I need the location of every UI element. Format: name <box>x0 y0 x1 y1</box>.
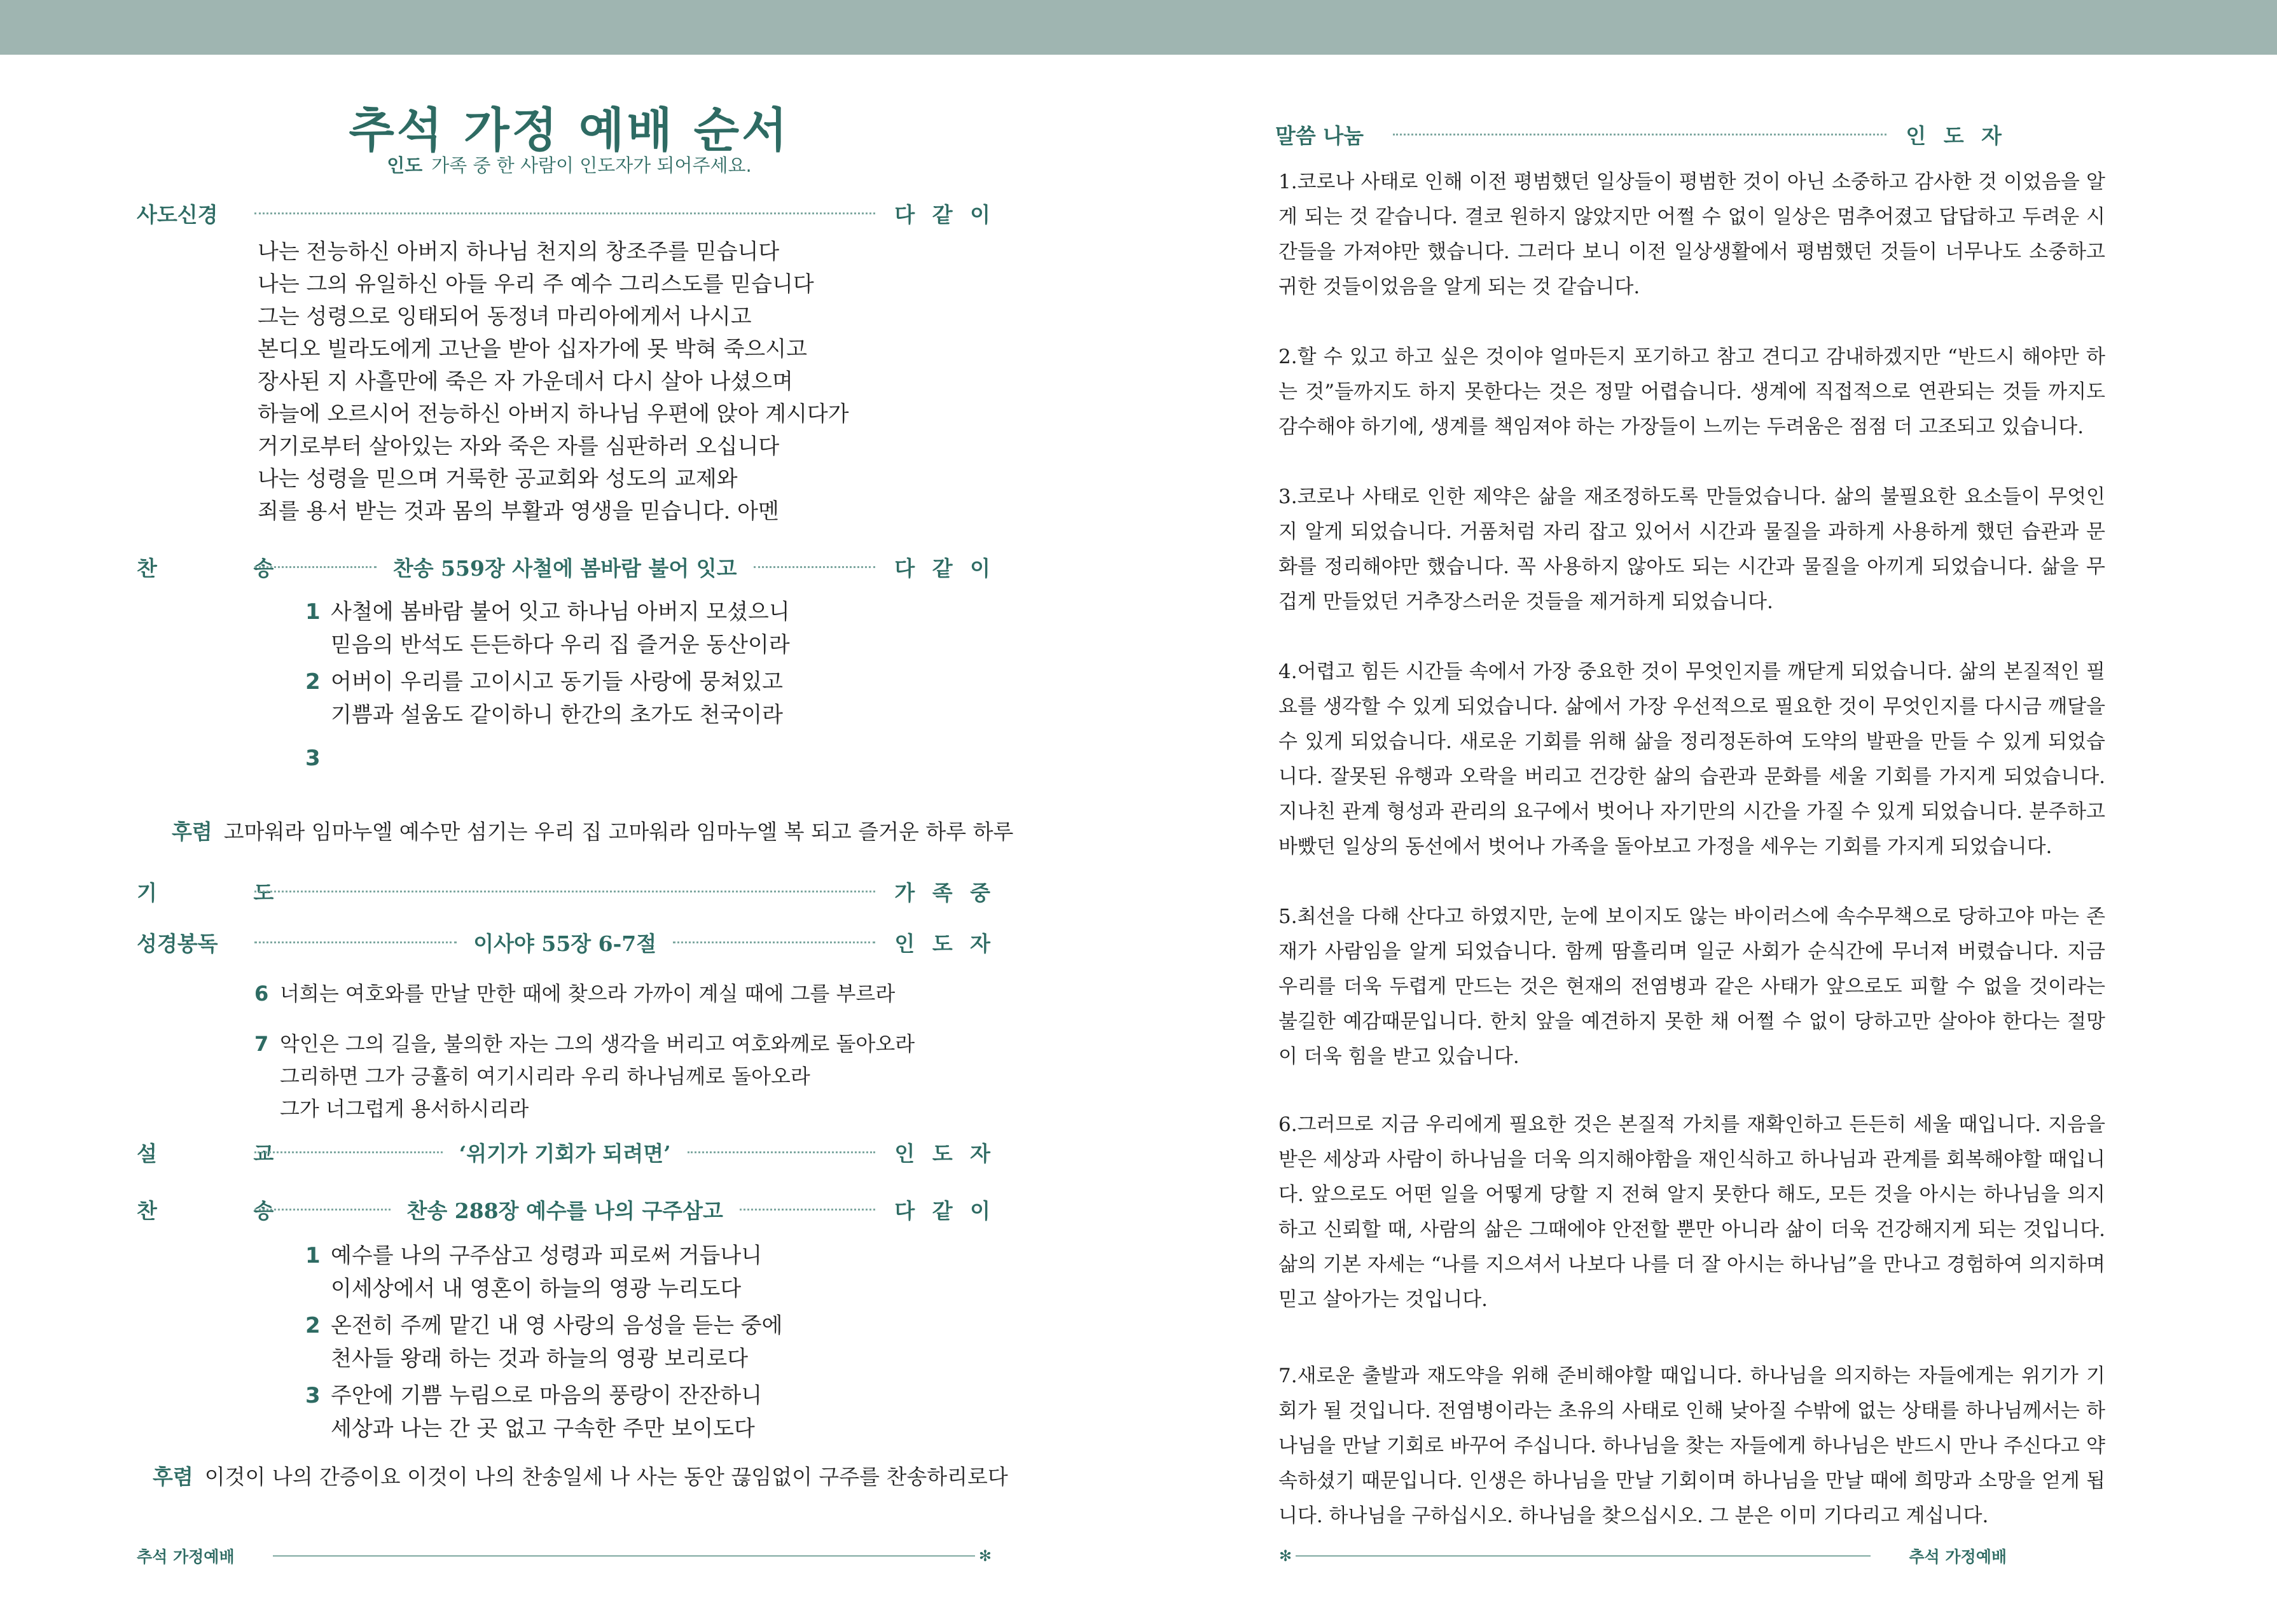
hymn1-header <box>137 551 995 583</box>
sharing-leader: 인 도 자 <box>1906 123 2007 148</box>
verse-number: 3 <box>305 746 321 771</box>
chorus-label: 후렴 <box>153 1464 193 1489</box>
hymn1-label: 찬 송 <box>137 555 319 581</box>
sharing-paragraph-7: 7.새로운 출발과 재도약을 위해 준비해야할 때입니다. 하나님을 의지하는 자들에게는 위기가 기회가 될 것입니다. 전염병이라는 초유의 사태로 인해 낮아질 수밖에 없는 상태를 하나님께서는 하나님을 만날 기회로 바꾸어 주십니다. 하나님을 찾는 자들에게 하나님은 반드시 만나 주신다고 약속하셨기 때문입니다. 인생은 하나님을 만날 기회이며 하나님을 만날 때에 희망과 소망을 얻게 됩니다. 하나님을 구하십시오. 하나님을 찾으십시오. 그 분은 이미 기다리고 계십니다. <box>1278 1364 2105 1527</box>
verse-number: 3 <box>305 1383 321 1408</box>
footer-label: 추석 가정예배 <box>1909 1548 2007 1566</box>
chorus-label: 후렴 <box>172 819 212 844</box>
dotted-leader <box>254 1151 443 1153</box>
verse-line: 악인은 그의 길을, 불의한 자는 그의 생각을 버리고 여호와께로 돌아오라 <box>280 1032 915 1056</box>
hymn1-chorus <box>172 815 1013 845</box>
verse-line: 믿음의 반석도 든든하다 우리 집 즐거운 동산이라 <box>331 632 790 658</box>
prayer-header <box>137 875 995 907</box>
creed-header <box>137 197 995 229</box>
chorus-text: 이것이 나의 간증이요 이것이 나의 찬송일세 나 사는 동안 끊임없이 구주를 찬송하리로다 <box>204 1464 1008 1489</box>
creed-label: 사도신경 <box>137 202 218 227</box>
verse-number: 2 <box>305 669 321 695</box>
chorus-text: 고마워라 임마누엘 예수만 섬기는 우리 집 고마워라 임마누엘 복 되고 즐거운 하루 하루 <box>223 819 1014 844</box>
creed-line: 하늘에 오르시어 전능하신 아버지 하나님 우편에 앉아 계시다가 <box>258 401 849 427</box>
hymn2-header <box>137 1193 995 1225</box>
page-title: 추석 가정 예배 순서 <box>349 103 790 158</box>
reading-label: 성경봉독 <box>137 931 218 956</box>
dotted-leader <box>254 212 875 214</box>
footer-rule <box>273 1555 975 1557</box>
verse-line: 그리하면 그가 긍휼히 여기시리라 우리 하나님께로 돌아오라 <box>280 1064 810 1088</box>
sharing-paragraph-3: 3.코로나 사태로 인한 제약은 삶을 재조정하도록 만들었습니다. 삶의 불필요한 요소들이 무엇인지 알게 되었습니다. 거품처럼 자리 잡고 있어서 시간과 물질을 과하게 사용하게 했던 습관과 문화를 정리해야만 했습니다. 꼭 사용하지 않아도 되는 시간과 물질을 아끼게 되었습니다. 삶을 무겁게 만들었던 거추장스러운 것들을 제거하게 되었습니다. <box>1278 485 2105 613</box>
prayer-leader: 가 족 중 <box>894 880 995 905</box>
creed-text <box>258 236 849 528</box>
dotted-leader <box>740 1209 876 1211</box>
dotted-leader <box>1393 134 1886 135</box>
footer-label: 추석 가정예배 <box>137 1548 235 1566</box>
left-page <box>0 55 1138 1624</box>
footer-rule <box>1296 1555 1871 1557</box>
sharing-paragraph-4: 4.어렵고 힘든 시간들 속에서 가장 중요한 것이 무엇인지를 깨닫게 되었습니다. 삶의 본질적인 필요를 생각할 수 있게 되었습니다. 삶에서 가장 우선적으로 필요한 것이 무엇인지를 다시금 깨달을 수 있게 되었습니다. 새로운 기회를 위해 삶을 정리정돈하여 도약의 발판을 만들 수 있게 되었습니다. 잘못된 유행과 오락을 버리고 건강한 삶의 습관과 문화를 세울 기회를 가지게 되었습니다. 지나친 관계 형성과 관리의 요구에서 벗어나 자기만의 시간을 가질 수 있게 되었습니다. 분주하고 바빴던 일상의 동선에서 벗어나 가족을 돌아보고 가정을 세우는 기회를 가지게 되었습니다. <box>1278 660 2105 858</box>
left-footer <box>137 1543 995 1569</box>
verse-line: 어버이 우리를 고이시고 동기들 사랑에 뭉쳐있고 <box>331 669 783 695</box>
reading-header <box>137 926 995 958</box>
creed-line: 나는 성령을 믿으며 거룩한 공교회와 성도의 교제와 <box>258 466 738 492</box>
top-color-bar <box>0 0 2277 55</box>
prayer-label: 기 도 <box>137 880 319 905</box>
dotted-leader <box>254 1209 391 1211</box>
dotted-leader <box>254 891 875 892</box>
creed-line: 장사된 지 사흘만에 죽은 자 가운데서 다시 살아 나셨으며 <box>258 369 793 394</box>
hymn1-leader: 다 같 이 <box>894 555 995 581</box>
dotted-leader <box>688 1151 876 1153</box>
hymn1-title: 찬송 559장 사철에 봄바람 불어 잇고 <box>392 555 737 581</box>
sharing-header <box>1275 118 2007 150</box>
asterisk-icon: ✻ <box>1279 1547 1292 1565</box>
sermon-leader: 인 도 자 <box>894 1141 996 1166</box>
creed-line: 그는 성령으로 잉태되어 동정녀 마리아에게서 나시고 <box>258 304 752 330</box>
hymn2-title: 찬송 288장 예수를 나의 구주삼고 <box>406 1198 723 1223</box>
verse-line: 사철에 봄바람 불어 잇고 하나님 아버지 모셨으니 <box>331 599 790 625</box>
verse-line: 이세상에서 내 영혼이 하늘의 영광 누리도다 <box>331 1276 742 1301</box>
verse-number: 7 <box>254 1032 269 1056</box>
sermon-header <box>137 1136 995 1168</box>
verse-line: 세상과 나는 간 곳 없고 구속한 주만 보이도다 <box>331 1416 755 1441</box>
verse-line: 천사들 왕래 하는 것과 하늘의 영광 보리로다 <box>331 1346 749 1371</box>
right-page <box>1138 55 2277 1624</box>
right-footer <box>1275 1543 2007 1569</box>
dotted-leader <box>254 566 377 568</box>
sharing-label: 말씀 나눔 <box>1275 123 1364 148</box>
creed-line: 본디오 빌라도에게 고난을 받아 십자가에 못 박혀 죽으시고 <box>258 337 807 362</box>
verse-line: 너희는 여호와를 만날 만한 때에 찾으라 가까이 계실 때에 그를 부르라 <box>280 982 896 1006</box>
verse-line: 주안에 기쁨 누림으로 마음의 풍랑이 잔잔하니 <box>331 1383 763 1408</box>
subtitle-text: 가족 중 한 사람이 인도자가 되어주세요. <box>431 155 752 176</box>
creed-line: 거기로부터 살아있는 자와 죽은 자를 심판하러 오십니다 <box>258 434 780 459</box>
sharing-paragraph-1: 1.코로나 사태로 인해 이전 평범했던 일상들이 평범한 것이 아닌 소중하고 감사한 것 이었음을 알게 되는 것 같습니다. 결코 원하지 않았지만 어쩔 수 없이 일상은 멈추어졌고 답답하고 두려운 시간들을 가져야만 했습니다. 그러다 보니 이전 일상생활에서 평범했던 것들이 너무나도 소중하고 귀한 것들이었음을 알게 되는 것 같습니다. <box>1278 170 2105 298</box>
verse-number: 1 <box>305 1243 321 1268</box>
hymn2-leader: 다 같 이 <box>894 1198 996 1223</box>
reading-title: 이사야 55장 6-7절 <box>473 931 657 956</box>
asterisk-icon: ✻ <box>978 1547 992 1565</box>
reading-leader: 인 도 자 <box>894 931 996 956</box>
sharing-paragraph-6: 6.그러므로 지금 우리에게 필요한 것은 본질적 가치를 재확인하고 든든히 세울 때입니다. 지음을 받은 세상과 사람이 하나님을 더욱 의지해야함을 재인식하고 하나님과 관계를 회복해야할 때입니다. 앞으로도 어떤 일을 어떻게 당할 지 전혀 알지 못한다 해도, 모든 것을 아시는 하나님을 의지하고 신뢰할 때, 사람의 삶은 그때에야 안전할 뿐만 아니라 삶이 더욱 건강해지게 되는 것입니다. 삶의 기본 자세는 “나를 지으셔서 나보다 나를 더 잘 아시는 하나님”을 만나고 경험하여 의지하며 믿고 살아가는 것입니다. <box>1278 1113 2105 1311</box>
verse-line: 그가 너그럽게 용서하시리라 <box>280 1097 529 1121</box>
sermon-label: 설 교 <box>137 1141 319 1166</box>
verse-line: 기쁨과 설움도 같이하니 한간의 초가도 천국이라 <box>331 702 783 728</box>
sharing-paragraph-2: 2.할 수 있고 하고 싶은 것이야 얼마든지 포기하고 참고 견디고 감내하겠지만 “반드시 해야만 하는 것”들까지도 하지 못한다는 것은 정말 어렵습니다. 생계에 직접적으로 연관되는 것들 까지도 감수해야 하기에, 생계를 책임져야 하는 가장들이 느끼는 두려움은 점점 더 고조되고 있습니다. <box>1278 345 2105 438</box>
creed-line: 나는 그의 유일하신 아들 우리 주 예수 그리스도를 믿습니다 <box>258 272 814 297</box>
sharing-paragraph-5: 5.최선을 다해 산다고 하였지만, 눈에 보이지도 않는 바이러스에 속수무책으로 당하고야 마는 존재가 사람임을 알게 되었습니다. 함께 땀흘리며 일군 사회가 순식간에 무너져 버렸습니다. 지금 우리를 더욱 두렵게 만드는 것은 현재의 전염병과 같은 사태가 앞으로도 피할 수 없을 것이라는 불길한 예감때문입니다. 한치 앞을 예견하지 못한 채 어쩔 수 없이 당하고만 살아야 한다는 절망이 더욱 힘을 받고 있습니다. <box>1278 905 2105 1068</box>
dotted-leader <box>254 941 457 943</box>
creed-line: 죄를 용서 받는 것과 몸의 부활과 영생을 믿습니다. 아멘 <box>258 499 779 524</box>
sermon-title: ‘위기가 기회가 되려면’ <box>459 1141 671 1166</box>
verse-line: 온전히 주께 맡긴 내 영 사랑의 음성을 듣는 중에 <box>331 1313 783 1338</box>
creed-line: 나는 전능하신 아버지 하나님 천지의 창조주를 믿습니다 <box>258 239 780 265</box>
hymn2-label: 찬 송 <box>137 1198 319 1223</box>
dotted-leader <box>673 941 875 943</box>
hymn2-chorus <box>153 1461 1008 1490</box>
creed-leader: 다 같 이 <box>894 202 995 227</box>
verse-number: 6 <box>254 982 269 1006</box>
subtitle-label: 인도 <box>387 155 423 176</box>
dotted-leader <box>754 566 876 568</box>
verse-number: 2 <box>305 1313 321 1338</box>
page-subtitle <box>0 151 1138 177</box>
verse-line: 예수를 나의 구주삼고 성령과 피로써 거듭나니 <box>331 1243 763 1268</box>
verse-number: 1 <box>305 599 321 625</box>
